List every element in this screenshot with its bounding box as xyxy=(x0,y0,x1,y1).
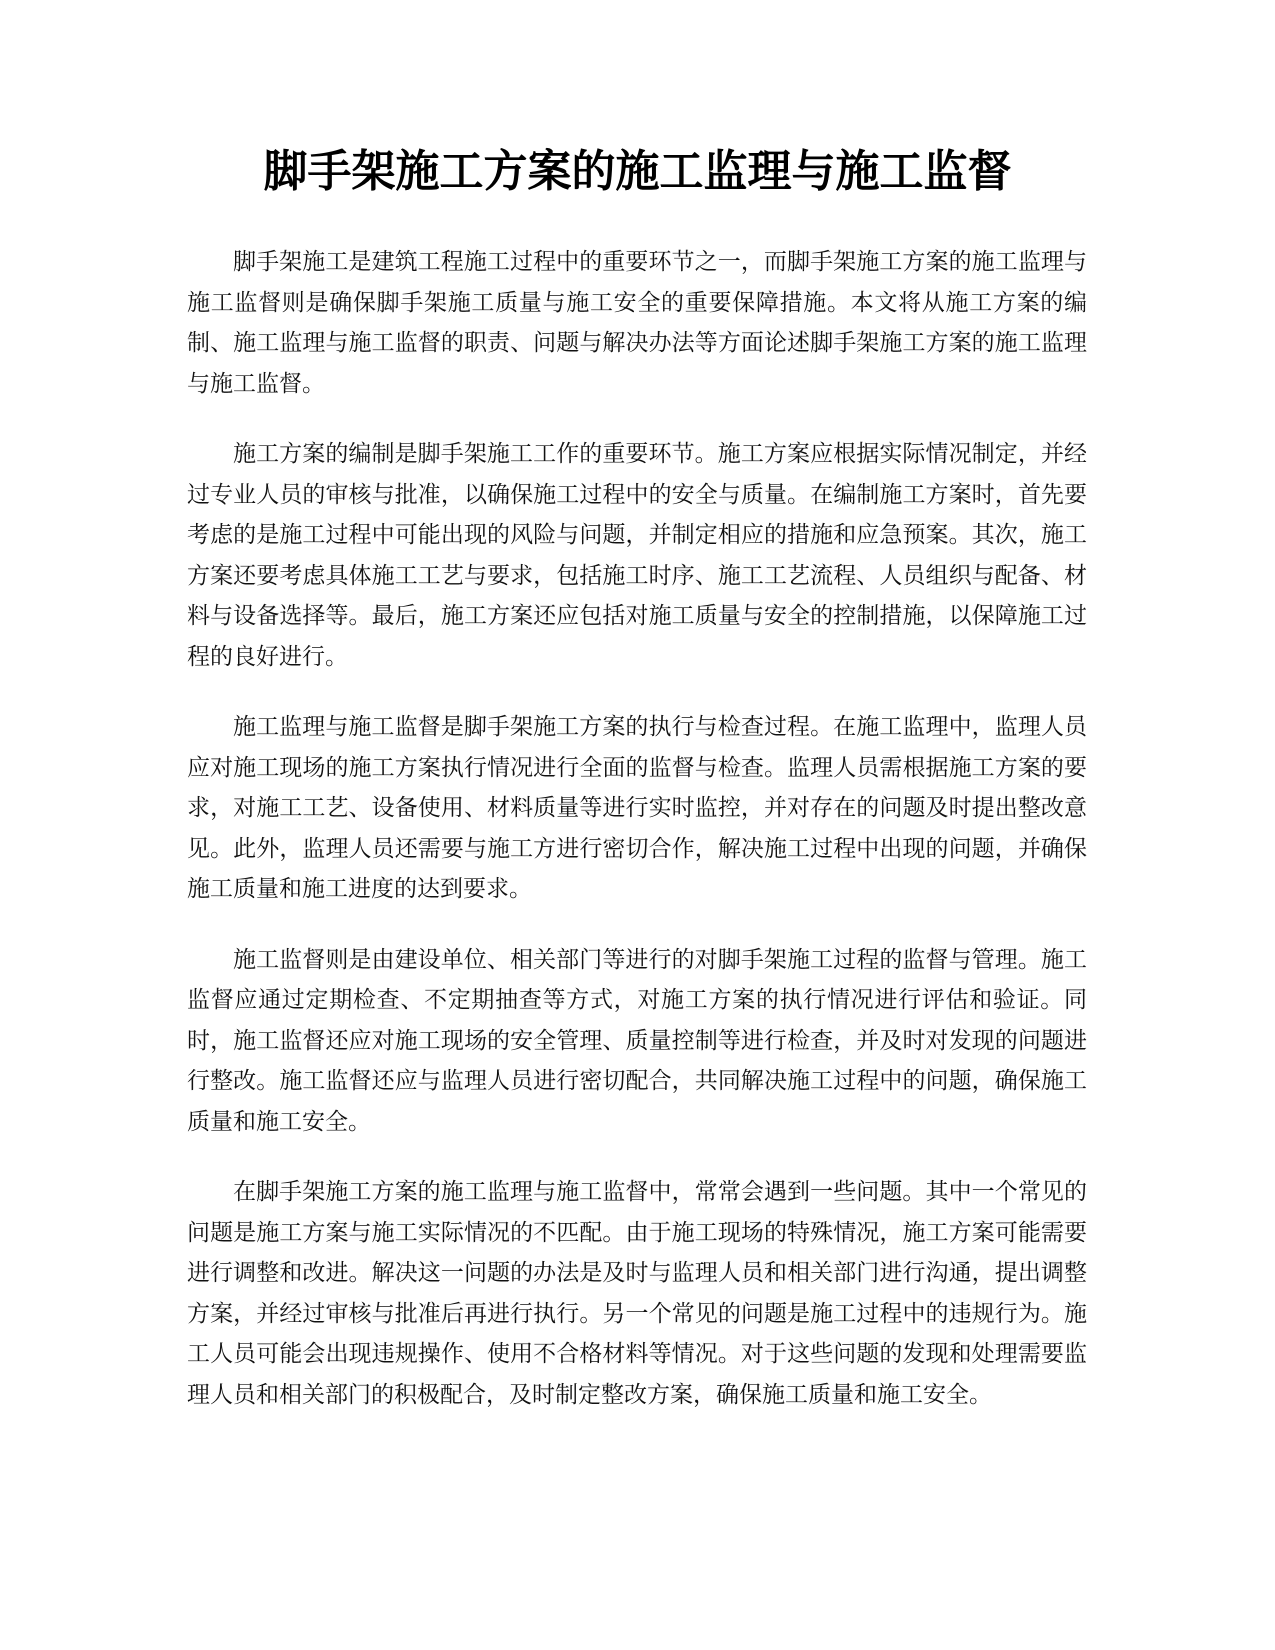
paragraph-problems-solutions: 在脚手架施工方案的施工监理与施工监督中，常常会遇到一些问题。其中一个常见的问题是施工方案与施工实际情况的不匹配。由于施工现场的特殊情况，施工方案可能需要进行调整和改进。解决这一问题的办法是及时与监理人员和相关部门进行沟通，提出调整方案，并经过审核与批准后再进行执行。另一个常见的问题是施工过程中的违规行为。施工人员可能会出现违规操作、使用不合格材料等情况。对于这些问题的发现和处理需要监理人员和相关部门的积极配合，及时制定整改方案，确保施工质量和施工安全。 xyxy=(187,1179,1087,1408)
document-title: 脚手架施工方案的施工监理与施工监督 xyxy=(263,146,1012,197)
document-body xyxy=(187,242,1087,1445)
paragraph-oversight: 施工监督则是由建设单位、相关部门等进行的对脚手架施工过程的监督与管理。施工监督应通过定期检查、不定期抽查等方式，对施工方案的执行情况进行评估和验证。同时，施工监督还应对施工现场的安全管理、质量控制等进行检查，并及时对发现的问题进行整改。施工监督还应与监理人员进行密切配合，共同解决施工过程中的问题，确保施工质量和施工安全。 xyxy=(187,946,1087,1135)
paragraph-plan-preparation: 施工方案的编制是脚手架施工工作的重要环节。施工方案应根据实际情况制定，并经过专业人员的审核与批准，以确保施工过程中的安全与质量。在编制施工方案时，首先要考虑的是施工过程中可能出现的风险与问题，并制定相应的措施和应急预案。其次，施工方案还要考虑具体施工工艺与要求，包括施工时序、施工工艺流程、人员组织与配备、材料与设备选择等。最后，施工方案还应包括对施工质量与安全的控制措施，以保障施工过程的良好进行。 xyxy=(187,441,1087,670)
paragraph-intro: 脚手架施工是建筑工程施工过程中的重要环节之一，而脚手架施工方案的施工监理与施工监督则是确保脚手架施工质量与施工安全的重要保障措施。本文将从施工方案的编制、施工监理与施工监督的职责、问题与解决办法等方面论述脚手架施工方案的施工监理与施工监督。 xyxy=(187,249,1087,397)
paragraph-supervision: 施工监理与施工监督是脚手架施工方案的执行与检查过程。在施工监理中，监理人员应对施工现场的施工方案执行情况进行全面的监督与检查。监理人员需根据施工方案的要求，对施工工艺、设备使用、材料质量等进行实时监控，并对存在的问题及时提出整改意见。此外，监理人员还需要与施工方进行密切合作，解决施工过程中出现的问题，并确保施工质量和施工进度的达到要求。 xyxy=(187,714,1087,902)
